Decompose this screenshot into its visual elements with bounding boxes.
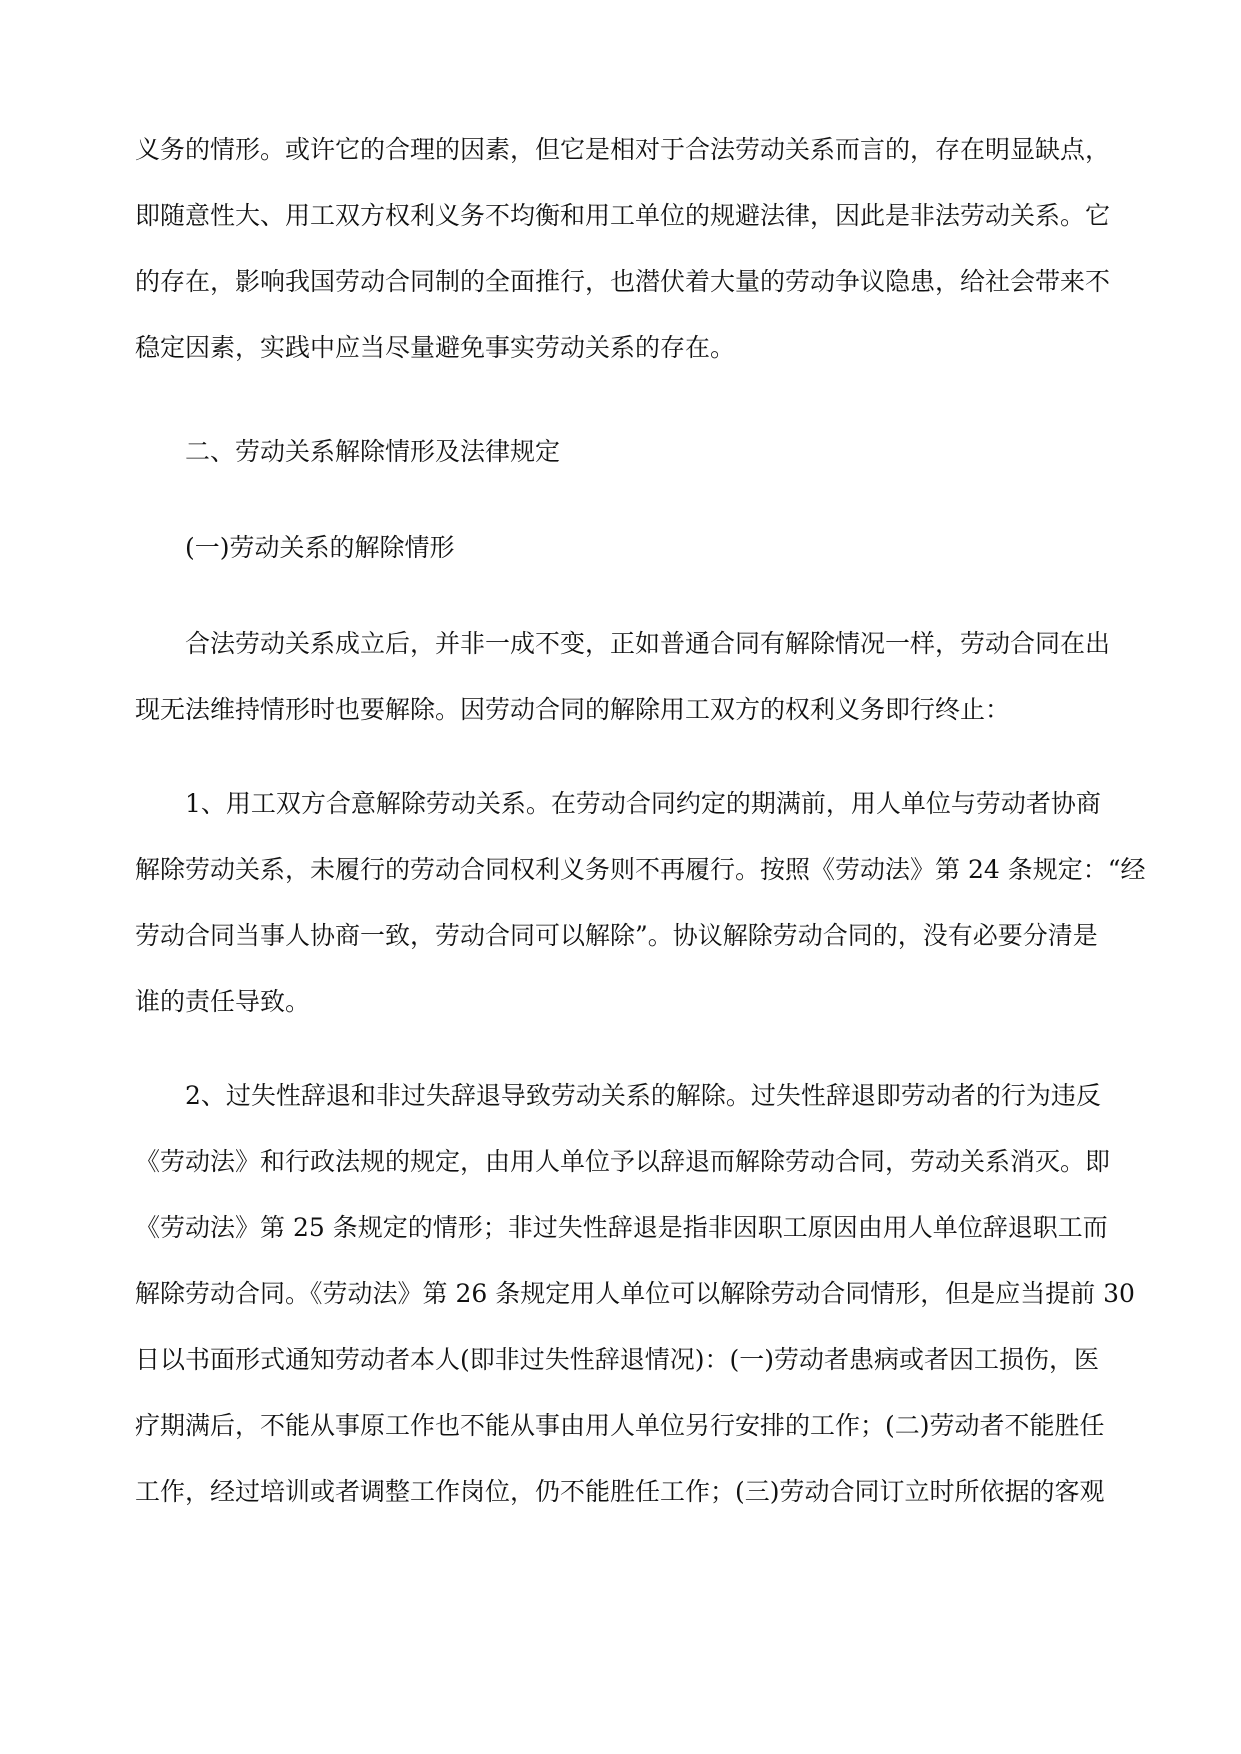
subsection-heading: (一)劳动关系的解除情形	[185, 533, 455, 562]
text-line-9: 1、用工双方合意解除劳动关系。在劳动合同约定的期满前，用人单位与劳动者协商	[185, 789, 1101, 818]
text-line-7: 合法劳动关系成立后，并非一成不变，正如普通合同有解除情况一样，劳动合同在出	[185, 629, 1111, 658]
text-line-19: 工作，经过培训或者调整工作岗位，仍不能胜任工作；(三)劳动合同订立时所依据的客观	[135, 1477, 1105, 1506]
text-line-1: 义务的情形。或许它的合理的因素，但它是相对于合法劳动关系而言的，存在明显缺点，	[135, 135, 1111, 164]
text-line-11: 劳动合同当事人协商一致，劳动合同可以解除”。协议解除劳动合同的，没有必要分清是	[135, 921, 1098, 950]
text-line-4: 稳定因素，实践中应当尽量避免事实劳动关系的存在。	[135, 333, 736, 362]
text-line-14: 《劳动法》和行政法规的规定，由用人单位予以辞退而解除劳动合同，劳动关系消灭。即	[135, 1147, 1111, 1176]
text-line-15: 《劳动法》第 25 条规定的情形；非过失性辞退是指非因职工原因由用人单位辞退职工而	[135, 1213, 1108, 1242]
section-heading: 二、劳动关系解除情形及法律规定	[185, 437, 561, 466]
text-line-2: 即随意性大、用工双方权利义务不均衡和用工单位的规避法律，因此是非法劳动关系。它	[135, 201, 1111, 230]
text-line-16: 解除劳动合同。《劳动法》第 26 条规定用人单位可以解除劳动合同情形，但是应当提前 30	[135, 1279, 1135, 1308]
text-line-18: 疗期满后，不能从事原工作也不能从事由用人单位另行安排的工作；(二)劳动者不能胜任	[135, 1411, 1105, 1440]
text-line-8: 现无法维持情形时也要解除。因劳动合同的解除用工双方的权利义务即行终止：	[135, 695, 1011, 724]
text-line-3: 的存在，影响我国劳动合同制的全面推行，也潜伏着大量的劳动争议隐患，给社会带来不	[135, 267, 1111, 296]
text-line-17: 日以书面形式通知劳动者本人(即非过失性辞退情况)：(一)劳动者患病或者因工损伤，医	[135, 1345, 1100, 1374]
text-line-12: 谁的责任导致。	[135, 987, 311, 1016]
text-line-10: 解除劳动关系，未履行的劳动合同权利义务则不再履行。按照《劳动法》第 24 条规定：“经	[135, 855, 1146, 884]
text-line-13: 2、过失性辞退和非过失辞退导致劳动关系的解除。过失性辞退即劳动者的行为违反	[185, 1081, 1101, 1110]
